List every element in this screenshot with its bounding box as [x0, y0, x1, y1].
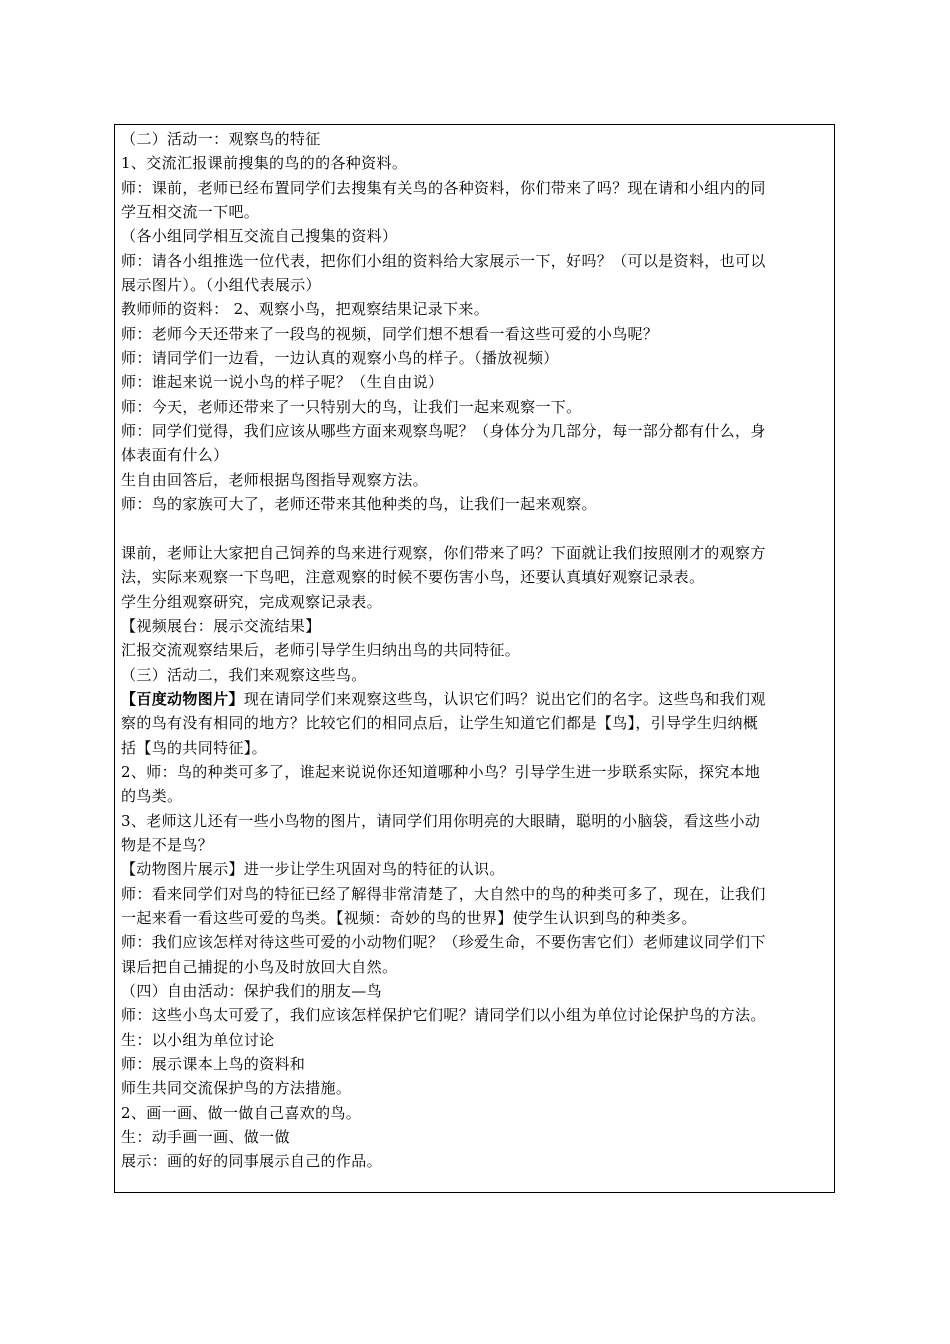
text-line: 师：课前，老师已经布置同学们去搜集有关鸟的各种资料，你们带来了吗？现在请和小组内的同: [121, 178, 766, 197]
text-line: 2、画一画、做一做自己喜欢的鸟。: [121, 1103, 362, 1122]
text-line: 师：展示课本上鸟的资料和: [121, 1055, 306, 1074]
text-line: 3、老师这儿还有一些小鸟物的图片，请同学们用你明亮的大眼睛，聪明的小脑袋，看这些小动: [121, 811, 761, 830]
text-line: 师：鸟的家族可大了，老师还带来其他种类的鸟，让我们一起来观察。: [121, 495, 597, 514]
text-line: 课前，老师让大家把自己饲养的鸟来进行观察，你们带来了吗？下面就让我们按照刚才的观察方: [121, 543, 766, 562]
text-line: 师：今天，老师还带来了一只特别大的鸟，让我们一起来观察一下。: [121, 397, 582, 416]
text-line: 师：谁起来说一说小鸟的样子呢？（生自由说）: [121, 373, 444, 392]
text-line: （四）自由活动：保护我们的朋友—鸟: [121, 982, 382, 1001]
text-line: 生：动手画一画、做一做: [121, 1128, 290, 1147]
text-line: 师：请同学们一边看，一边认真的观察小鸟的样子。（播放视频）: [121, 349, 559, 368]
text-line: 师：同学们觉得，我们应该从哪些方面来观察鸟呢？（身体分为几部分，每一部分都有什么，身: [121, 422, 766, 441]
text-line: 体表面有什么）: [121, 446, 229, 465]
text-line: 师：请各小组推选一位代表，把你们小组的资料给大家展示一下，好吗？（可以是资料，也可以: [121, 251, 766, 270]
bold-prefix: 【百度动物图片】: [121, 689, 244, 708]
text-line: 2、师：鸟的种类可多了，谁起来说说你还知道哪种小鸟？引导学生进一步联系实际，探究本地: [121, 762, 761, 781]
lesson-content-table-cell: [114, 124, 835, 1193]
text-line: 的鸟类。: [121, 787, 183, 806]
text-line: 展示图片）。（小组代表展示）: [121, 276, 321, 295]
text-line: 学互相交流一下吧。: [121, 203, 260, 222]
text-line: 教师师的资料： 2、观察小鸟，把观察结果记录下来。: [121, 300, 490, 319]
text-line: 师生共同交流保护鸟的方法措施。: [121, 1079, 352, 1098]
text-line-with-bold-prefix: [121, 687, 828, 711]
text-line: 一起来看一看这些可爱的鸟类。【视频：奇妙的鸟的世界】使学生认识到鸟的种类多。: [121, 909, 697, 927]
text-line: 生自由回答后，老师根据鸟图指导观察方法。: [121, 470, 429, 489]
line-rest: 现在请同学们来观察这些鸟，认识它们吗？说出它们的名字。这些鸟和我们观: [243, 689, 766, 708]
text-line: 察的鸟有没有相同的地方？比较它们的相同点后，让学生知道它们都是【鸟】，引导学生归纳概: [121, 714, 759, 733]
text-line: 课后把自己捕捉的小鸟及时放回大自然。: [121, 957, 398, 976]
text-line: 师：这些小鸟太可爱了，我们应该怎样保护它们呢？请同学们以小组为单位讨论保护鸟的方法。: [121, 1006, 766, 1025]
text-line: 法，实际来观察一下鸟吧，注意观察的时候不要伤害小鸟，还要认真填好观察记录表。: [121, 568, 705, 587]
text-line: 师：看来同学们对鸟的特征已经了解得非常清楚了，大自然中的鸟的种类可多了，现在，让我们: [121, 884, 766, 903]
text-line: （三）活动二，我们来观察这些鸟。: [121, 665, 367, 684]
text-line: 师：老师今天还带来了一段鸟的视频，同学们想不想看一看这些可爱的小鸟呢？: [121, 324, 659, 343]
text-line: （二）活动一：观察鸟的特征: [121, 130, 321, 148]
text-line: 括【鸟的共同特征】。: [121, 738, 268, 757]
text-line: 汇报交流观察结果后，老师引导学生归纳出鸟的共同特征。: [121, 641, 521, 660]
text-line: 师：我们应该怎样对待这些可爱的小动物们呢？（珍爱生命，不要伤害它们）老师建议同学们下: [121, 933, 766, 952]
blank-line: [121, 517, 828, 541]
text-line: （各小组同学相互交流自己搜集的资料）: [121, 227, 398, 246]
text-line: 【动物图片展示】进一步让学生巩固对鸟的特征的认识。: [121, 860, 505, 879]
text-line: 物是不是鸟？: [121, 835, 214, 854]
text-line: 生：以小组为单位讨论: [121, 1030, 275, 1049]
text-line: 展示：画的好的同事展示自己的作品。: [121, 1152, 382, 1171]
text-line: 1、交流汇报课前搜集的鸟的的各种资料。: [121, 154, 408, 173]
text-line: 学生分组观察研究，完成观察记录表。: [121, 592, 382, 611]
text-line: 【视频展台：展示交流结果】: [121, 616, 321, 635]
